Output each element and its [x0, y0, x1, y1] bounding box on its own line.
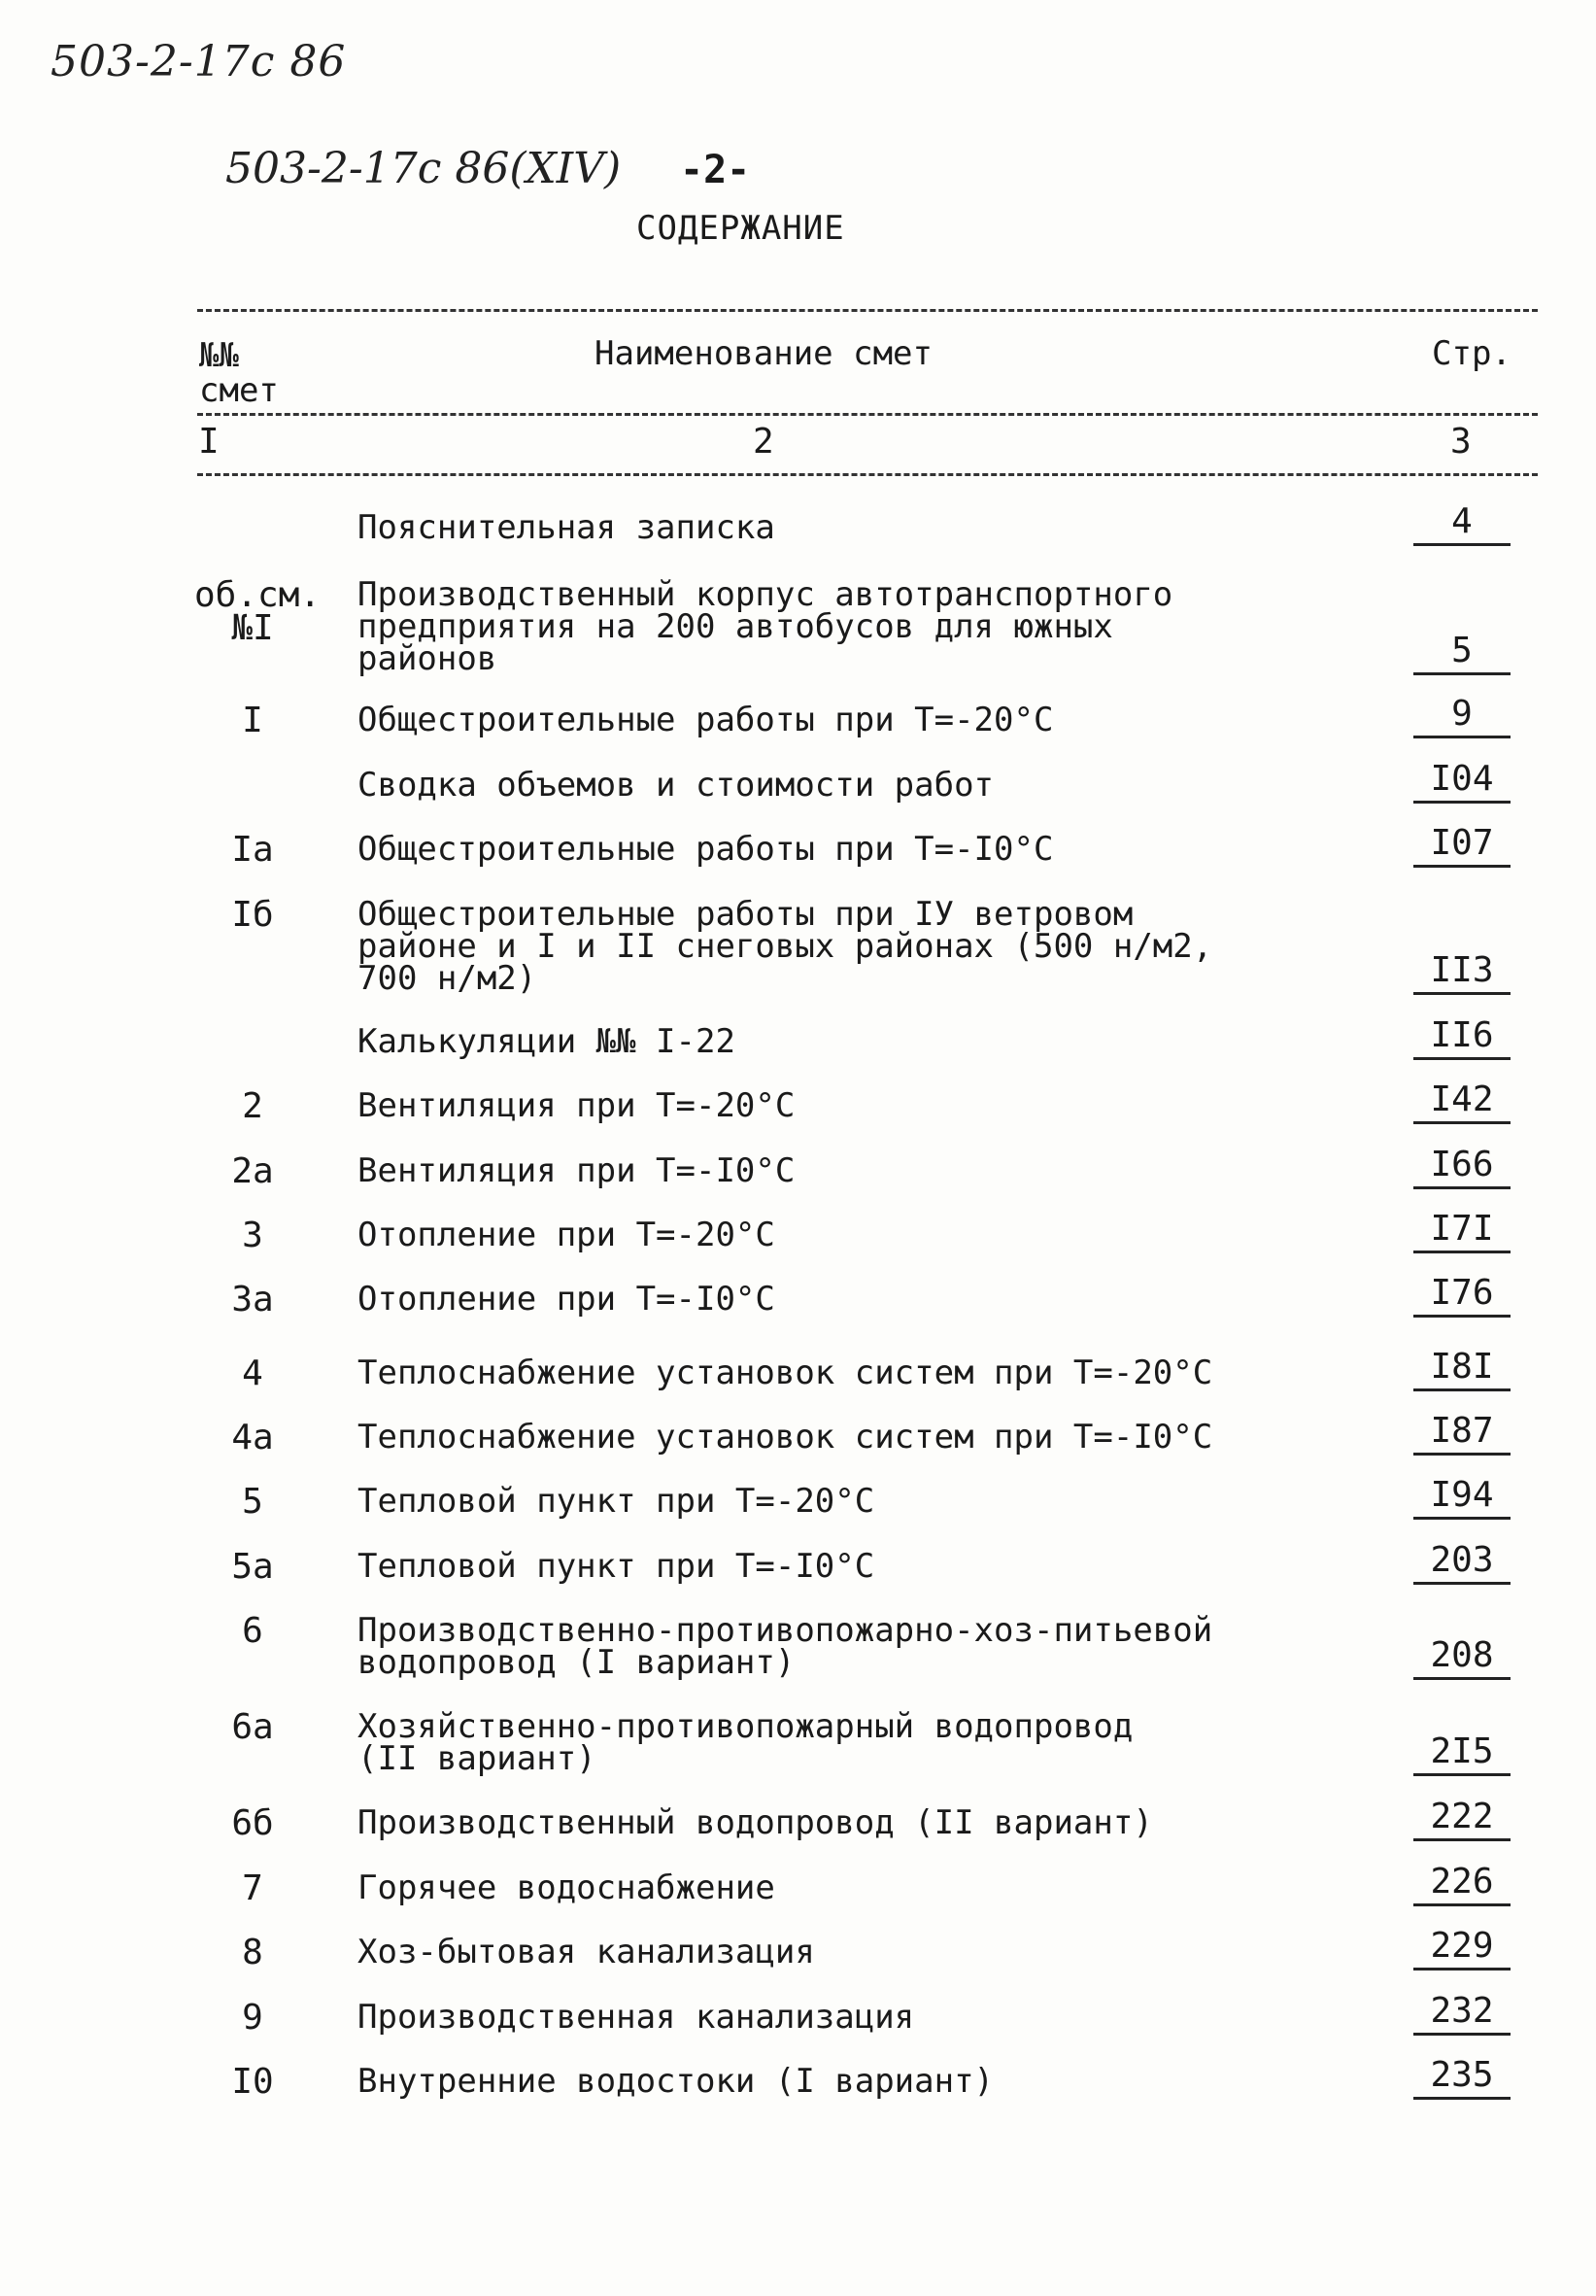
estimate-page: 232	[1413, 1994, 1511, 2036]
estimate-title: Пояснительная записка	[357, 508, 775, 547]
estimate-number: 2а	[231, 1151, 274, 1191]
estimate-number: Iб	[231, 895, 274, 935]
estimate-page: I87	[1413, 1414, 1511, 1456]
estimate-page: 9	[1413, 697, 1511, 738]
estimate-number: 5а	[231, 1547, 274, 1587]
estimate-title: Отопление при Т=-20°С	[357, 1216, 775, 1254]
estimate-number: 4	[242, 1354, 263, 1393]
estimate-number: об.см. №I	[194, 575, 322, 648]
estimate-title: Производственно-противопожарно-хоз-питьевой водопровод (I вариант)	[357, 1611, 1213, 1682]
page-number: -2-	[680, 148, 751, 192]
estimate-number: 6	[242, 1611, 263, 1651]
estimate-page: I04	[1413, 762, 1511, 804]
estimate-page: 5	[1413, 634, 1511, 675]
estimate-page: 4	[1413, 504, 1511, 546]
estimate-number: I	[242, 701, 263, 740]
estimate-number: 3	[242, 1216, 263, 1255]
estimate-page: I8I	[1413, 1350, 1511, 1391]
estimate-title: Общестроительные работы при Т=-I0°С	[357, 830, 1054, 869]
estimate-page: 222	[1413, 1799, 1511, 1841]
estimate-title: Производственный водопровод (II вариант)	[357, 1803, 1153, 1842]
column-header-number: №№ смет	[199, 336, 279, 410]
estimate-page: I94	[1413, 1478, 1511, 1520]
handwritten-document-code: 503-2-17с 86(XIV)	[225, 144, 622, 193]
estimate-title: Вентиляция при Т=-20°С	[357, 1086, 796, 1125]
estimate-page: 208	[1413, 1638, 1511, 1680]
column-header-page: Стр.	[1432, 334, 1511, 373]
estimate-title: Вентиляция при Т=-I0°С	[357, 1151, 796, 1190]
estimate-page: II3	[1413, 953, 1511, 995]
estimate-title: Внутренние водостоки (I вариант)	[357, 2062, 995, 2101]
estimate-number: 7	[242, 1868, 263, 1908]
estimate-page: 229	[1413, 1929, 1511, 1970]
column-header-name: Наименование смет	[594, 334, 933, 373]
estimate-title: Производственная канализация	[357, 1998, 915, 2037]
estimate-page: I7I	[1413, 1212, 1511, 1253]
estimate-page: 226	[1413, 1865, 1511, 1906]
estimate-title: Тепловой пункт при Т=-I0°С	[357, 1547, 875, 1586]
estimate-title: Производственный корпус автотранспортного предприятия на 200 автобусов для южных районов	[357, 575, 1173, 678]
estimate-page: I07	[1413, 826, 1511, 868]
estimate-page: I66	[1413, 1148, 1511, 1189]
estimate-page: 203	[1413, 1543, 1511, 1585]
estimate-page: 235	[1413, 2058, 1511, 2100]
estimate-number: 5	[242, 1482, 263, 1522]
estimate-number: 2	[242, 1086, 263, 1126]
estimate-title: Хозяйственно-противопожарный водопровод (II вариант)	[357, 1707, 1134, 1778]
estimate-title: Теплоснабжение установок систем при Т=-20°С	[357, 1354, 1213, 1392]
estimate-page: I42	[1413, 1082, 1511, 1124]
estimate-number: 8	[242, 1933, 263, 1972]
estimate-title: Общестроительные работы при IУ ветровом районе и I и II снеговых районах (500 н/м2, 700 н/м2)	[357, 895, 1213, 998]
column-index-2: 2	[753, 422, 774, 462]
estimate-title: Сводка объемов и стоимости работ	[357, 766, 995, 805]
estimate-number: Iа	[231, 830, 274, 870]
estimate-page: 2I5	[1413, 1734, 1511, 1776]
estimate-page: I76	[1413, 1276, 1511, 1318]
estimate-title: Общестроительные работы при Т=-20°С	[357, 701, 1054, 739]
estimate-title: Тепловой пункт при Т=-20°С	[357, 1482, 875, 1521]
estimate-number: 4а	[231, 1418, 274, 1457]
handwritten-archive-code: 503-2-17с 86	[51, 37, 347, 86]
column-index-1: I	[198, 422, 220, 462]
estimate-number: 9	[242, 1998, 263, 2038]
column-index-3: 3	[1450, 422, 1472, 462]
estimate-number: I0	[231, 2062, 274, 2102]
estimate-page: II6	[1413, 1018, 1511, 1060]
page-title: СОДЕРЖАНИЕ	[636, 209, 845, 248]
estimate-number: 6а	[231, 1707, 274, 1747]
estimate-title: Калькуляции №№ I-22	[357, 1022, 735, 1061]
estimate-title: Горячее водоснабжение	[357, 1868, 775, 1907]
estimate-title: Теплоснабжение установок систем при Т=-I0°С	[357, 1418, 1213, 1456]
estimate-number: 6б	[231, 1803, 274, 1843]
estimate-number: 3а	[231, 1280, 274, 1319]
estimate-title: Отопление при Т=-I0°С	[357, 1280, 775, 1319]
estimate-title: Хоз-бытовая канализация	[357, 1933, 815, 1971]
